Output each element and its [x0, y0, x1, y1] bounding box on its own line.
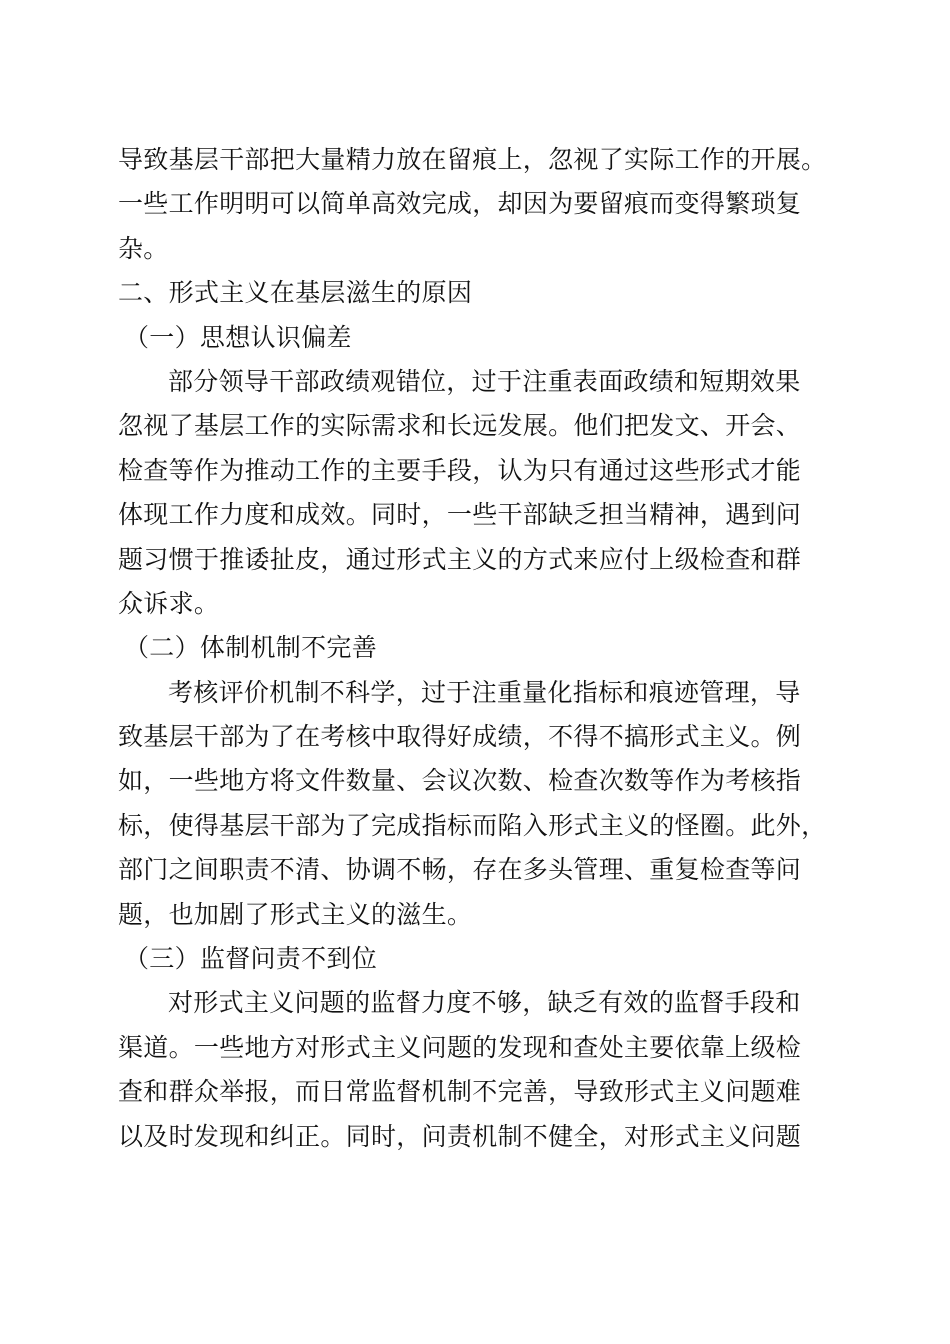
paragraph-line: 标，使得基层干部为了完成指标而陷入形式主义的怪圈。此外， — [118, 810, 827, 840]
paragraph-line: 考核评价机制不科学，过于注重量化指标和痕迹管理，导 — [168, 677, 801, 707]
paragraph-line: 众诉求。 — [118, 588, 220, 618]
paragraph-line: 如，一些地方将文件数量、会议次数、检查次数等作为考核指 — [118, 766, 802, 796]
paragraph-line: 部门之间职责不清、协调不畅，存在多头管理、重复检查等问 — [118, 855, 802, 885]
paragraph-line: 致基层干部为了在考核中取得好成绩，不得不搞形式主义。例 — [118, 722, 802, 752]
subsection-heading: （一）思想认识偏差 — [124, 322, 352, 352]
document-body — [118, 138, 828, 1159]
subsection-heading: （二）体制机制不完善 — [124, 633, 378, 663]
paragraph-line: 体现工作力度和成效。同时，一些干部缺乏担当精神，遇到问 — [118, 500, 802, 530]
paragraph-line: 以及时发现和纠正。同时，问责机制不健全，对形式主义问题 — [118, 1121, 802, 1151]
paragraph-line: 检查等作为推动工作的主要手段，认为只有通过这些形式才能 — [118, 455, 802, 485]
paragraph-line: 对形式主义问题的监督力度不够，缺乏有效的监督手段和 — [168, 988, 801, 1018]
paragraph-line: 导致基层干部把大量精力放在留痕上，忽视了实际工作的开展。 — [118, 145, 827, 174]
paragraph-line: 查和群众举报，而日常监督机制不完善，导致形式主义问题难 — [118, 1077, 802, 1107]
paragraph-line: 题习惯于推诿扯皮，通过形式主义的方式来应付上级检查和群 — [118, 544, 802, 574]
paragraph-line: 杂。 — [118, 233, 169, 263]
paragraph-line: 忽视了基层工作的实际需求和长远发展。他们把发文、开会、 — [118, 411, 802, 441]
paragraph-line: 部分领导干部政绩观错位，过于注重表面政绩和短期效果 — [168, 366, 801, 396]
paragraph-line: 渠道。一些地方对形式主义问题的发现和查处主要依靠上级检 — [118, 1032, 802, 1062]
subsection-heading: （三）监督问责不到位 — [124, 944, 378, 974]
paragraph-line: 题，也加剧了形式主义的滋生。 — [118, 899, 473, 929]
paragraph-line: 一些工作明明可以简单高效完成，却因为要留痕而变得繁琐复 — [118, 189, 802, 219]
section-heading: 二、形式主义在基层滋生的原因 — [118, 278, 473, 308]
